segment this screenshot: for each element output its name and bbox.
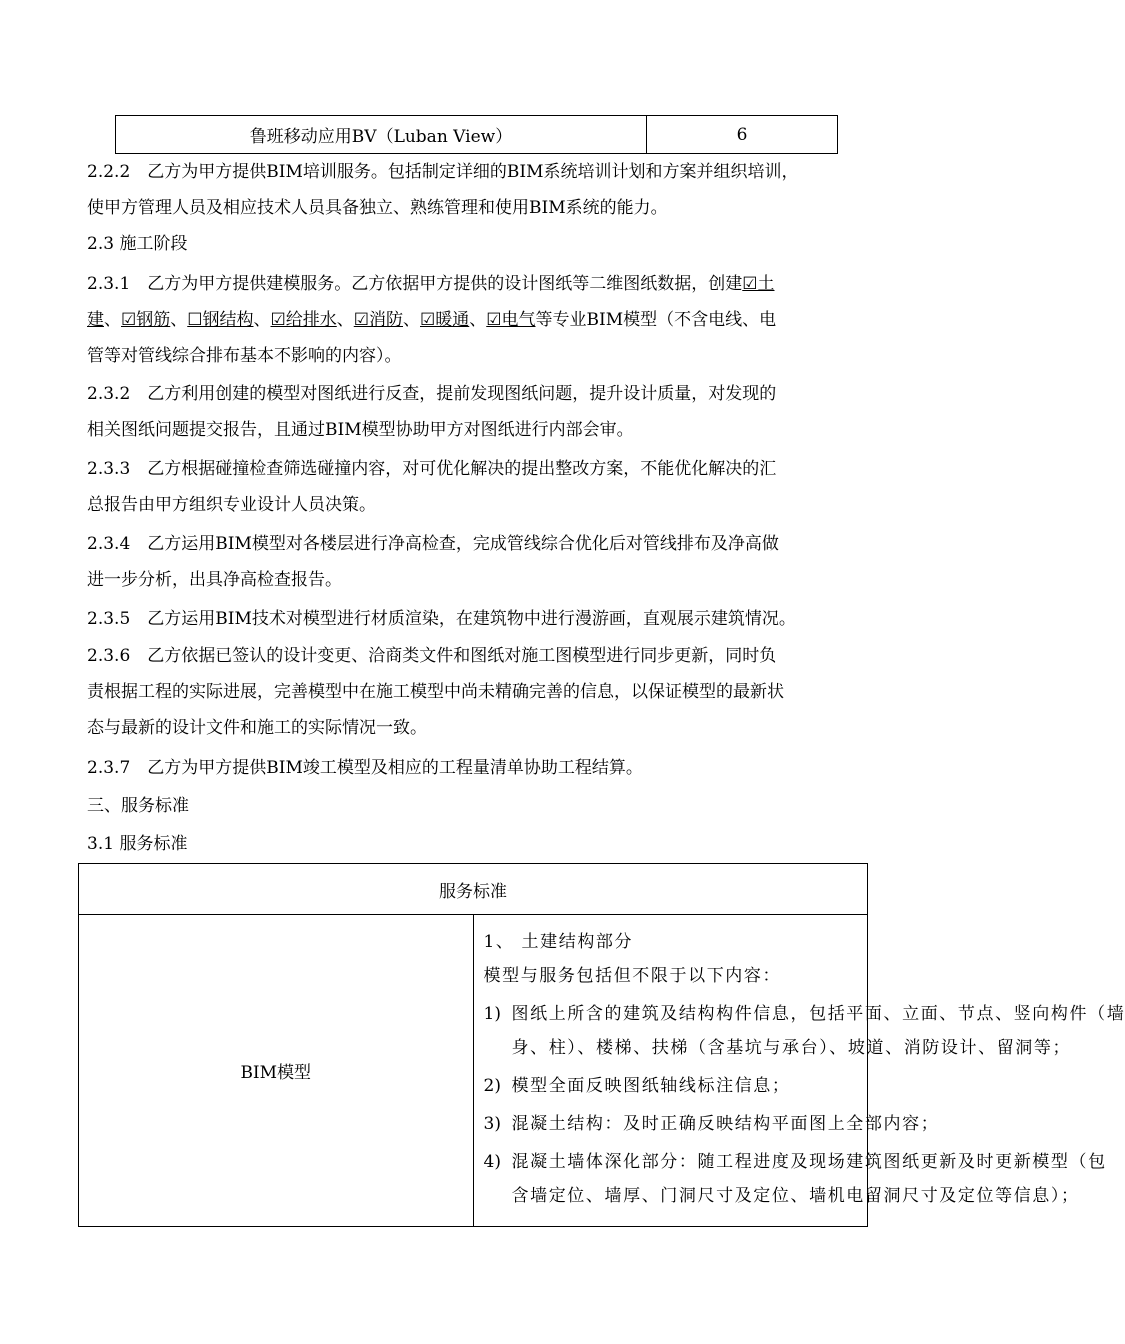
heading-3-1: 3.1 服务标准 [87,834,188,854]
paragraph-2-3-1 [87,266,867,374]
text-line [87,302,867,338]
text-line: 态与最新的设计文件和施工的实际情况一致。 [87,718,427,738]
list-text: 图纸上所含的建筑及结构构件信息，包括平面、立面、节点、竖向构件（墙 [511,1004,1125,1024]
text-line: 2.3.4 乙方运用BIM模型对各楼层进行净高检查，完成管线综合优化后对管线排布及净高做 [87,534,779,554]
option-fire: ☑消防 [353,310,403,330]
option-hvac: ☑暖通 [420,310,470,330]
paragraph-2-2-2 [87,154,867,226]
text-line: 使甲方管理人员及相应技术人员具备独立、熟练管理和使用BIM系统的能力。 [87,198,668,218]
table-row [79,915,868,1227]
option-plumbing: ☑给排水 [270,310,337,330]
separator: 、 [170,310,188,330]
software-count-cell: 6 [647,116,838,154]
standard-content-cell [473,915,1125,1227]
text-line: 2.3.5 乙方运用BIM技术对模型进行材质渲染，在建筑物中进行漫游画，直观展示建筑情况。 [87,609,796,629]
list-number: 1) [483,1004,501,1024]
separator: 、 [336,310,354,330]
separator: 、 [403,310,420,330]
text-line: 总报告由甲方组织专业设计人员决策。 [87,495,376,515]
text-line: 2.3.6 乙方依据已签认的设计变更、洽商类文件和图纸对施工图模型进行同步更新，同时负 [87,646,777,666]
row-label-bim-model: BIM模型 [79,915,474,1227]
text-line: 管等对管线综合排布基本不影响的内容）。 [87,346,402,366]
list-item [484,997,1125,1031]
text-line: 责根据工程的实际进展，完善模型中在施工模型中尚未精确完善的信息，以保证模型的最新状 [87,682,784,702]
item-heading: 1、 土建结构部分 [483,932,634,952]
option-rebar: ☑钢筋 [121,310,171,330]
paragraph-2-3-4 [87,526,867,598]
option-civil-cont: 建 [87,310,104,330]
text-line: 相关图纸问题提交报告，且通过BIM模型协助甲方对图纸进行内部会审。 [87,420,634,440]
separator: 、 [253,310,271,330]
paragraph-2-3-2 [87,376,867,448]
paragraph-2-3-6 [87,638,867,746]
software-name-cell: 鲁班移动应用BV（Luban View） [116,116,647,154]
list-number: 3) [483,1114,501,1134]
list-item [484,1069,791,1103]
list-item-cont: 身、柱）、楼梯、扶梯（含基坑与承台）、坡道、消防设计、留洞等； [511,1038,1072,1058]
text-line: 2.2.2 乙方为甲方提供BIM培训服务。包括制定详细的BIM系统培训计划和方案并组织培训， [87,162,799,182]
table-row [116,116,838,154]
table-header: 服务标准 [79,864,868,915]
list-text: 混凝土结构：及时正确反映结构平面图上全部内容； [511,1114,940,1134]
text-line: 2.3.3 乙方根据碰撞检查筛选碰撞内容，对可优化解决的提出整改方案，不能优化解决的汇 [87,459,777,479]
text-span: 2.3.1 乙方为甲方提供建模服务。乙方依据甲方提供的设计图纸等二维图纸数据，创建 [87,274,743,294]
text-line [87,266,867,302]
text-line: 进一步分析，出具净高检查报告。 [87,570,342,590]
list-item [484,1107,940,1141]
heading-2-3: 2.3 施工阶段 [87,234,188,254]
paragraph-2-3-5 [87,601,867,637]
paragraph-2-3-3 [87,451,867,523]
option-steel: ☐钢结构 [187,310,254,330]
option-electrical: ☑电气 [486,310,536,330]
service-standard-table [78,863,1125,1227]
separator: 、 [469,310,487,330]
table-row [79,864,868,915]
text-line: 2.3.2 乙方利用创建的模型对图纸进行反查，提前发现图纸问题，提升设计质量，对发现的 [87,384,777,404]
list-item-cont: 含墙定位、墙厚、门洞尺寸及定位、墙机电留洞尺寸及定位等信息）； [511,1186,1080,1206]
separator: 、 [104,310,121,330]
intro-line: 模型与服务包括但不限于以下内容： [483,966,782,986]
text-line: 2.3.7 乙方为甲方提供BIM竣工模型及相应的工程量清单协助工程结算。 [87,758,643,778]
heading-section-3: 三、服务标准 [87,796,189,816]
option-civil: ☑土 [742,274,775,294]
list-text: 模型全面反映图纸轴线标注信息； [511,1076,791,1096]
list-text: 混凝土墙体深化部分：随工程进度及现场建筑图纸更新及时更新模型（包 [511,1152,1107,1172]
paragraph-2-3-7 [87,750,867,786]
software-table [115,115,838,154]
list-number: 2) [483,1076,501,1096]
text-span: 等专业BIM模型（不含电线、电 [535,310,777,330]
list-item [484,1145,1107,1179]
list-number: 4) [483,1152,501,1172]
